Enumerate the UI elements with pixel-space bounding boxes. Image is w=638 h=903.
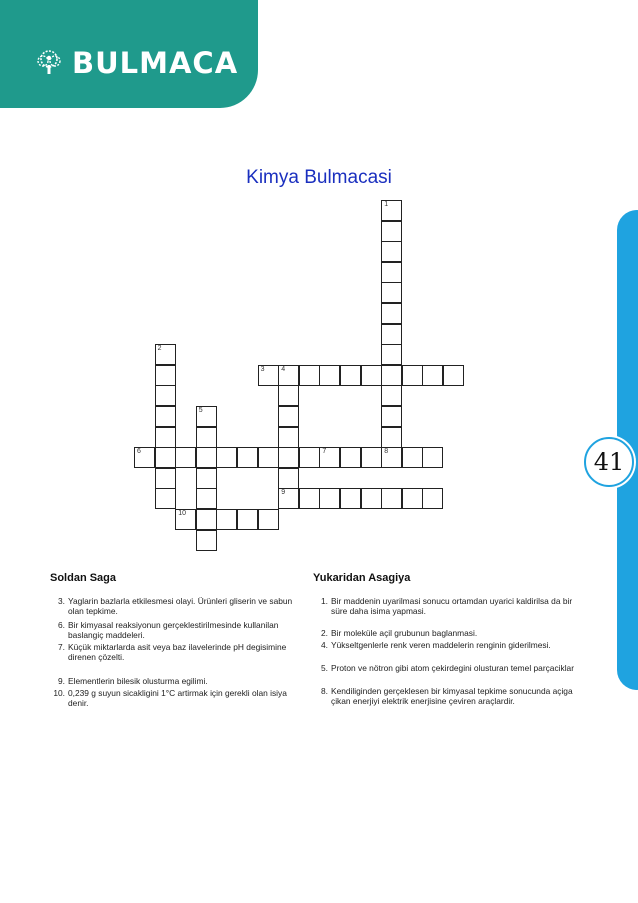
crossword-cell[interactable] (196, 468, 217, 489)
clue-number: 2. (321, 628, 328, 638)
crossword-cell[interactable] (196, 530, 217, 551)
crossword-cell[interactable] (381, 221, 402, 242)
crossword-cell[interactable] (155, 488, 176, 509)
crossword-cell[interactable] (381, 344, 402, 365)
crossword-cell[interactable] (381, 385, 402, 406)
page-number-badge (584, 437, 634, 487)
clue-number-label: 6 (137, 448, 141, 456)
crossword-cell[interactable] (381, 427, 402, 448)
clue-number: 8. (321, 686, 328, 696)
clue-number-label: 7 (322, 448, 327, 456)
crossword-cell[interactable] (299, 365, 320, 386)
clue-number: 6. (58, 620, 65, 630)
crossword-cell[interactable] (381, 488, 402, 509)
crossword-cell[interactable] (381, 303, 402, 324)
crossword-cell[interactable] (155, 406, 176, 427)
clue-number-label: 2 (157, 345, 162, 353)
crossword-cell[interactable] (175, 447, 196, 468)
clue-number-label: 10 (178, 510, 186, 517)
crossword-cell[interactable] (422, 447, 443, 468)
clue-text: Proton ve nötron gibi atom çekirdegini olusturan temel parçaciklar (331, 663, 574, 673)
crossword-cell[interactable] (422, 488, 443, 509)
crossword-cell[interactable] (381, 324, 402, 345)
crossword-cell[interactable] (402, 488, 423, 509)
crossword-cell[interactable] (340, 365, 361, 386)
clue-number-label: 3 (260, 365, 265, 373)
crossword-cell[interactable] (155, 427, 176, 448)
crossword-cell[interactable] (278, 406, 299, 427)
clue-text: 0,239 g suyun sicakligini 1°C artirmak için gerekli olan isiya denir. (68, 688, 287, 709)
crossword-cell[interactable] (299, 447, 320, 468)
clue-number: 3. (58, 596, 65, 606)
across-clues (50, 572, 300, 709)
clue-text: Elementlerin bilesik olusturma egilimi. (68, 676, 208, 686)
crossword-cell[interactable] (155, 365, 176, 386)
clue-number-label: 1 (384, 201, 389, 208)
crossword-cell[interactable] (155, 344, 176, 365)
clue-text: Bir kimyasal reaksiyonun gerçeklestirilmesinde kullanilan baslangiç maddeleri. (68, 620, 279, 641)
crossword-cell[interactable] (196, 488, 217, 509)
crossword-cell[interactable] (361, 488, 382, 509)
crossword-cell[interactable] (278, 488, 299, 509)
crossword-cell[interactable] (381, 200, 402, 221)
crossword-cell[interactable] (134, 447, 155, 468)
crossword-cell[interactable] (402, 365, 423, 386)
crossword-cell[interactable] (196, 509, 217, 530)
crossword-cell[interactable] (361, 365, 382, 386)
clue-text: Bir moleküle açil grubunun baglanmasi. (331, 628, 478, 638)
crossword-cell[interactable] (340, 488, 361, 509)
crossword-cell[interactable] (278, 385, 299, 406)
crossword-cell[interactable] (155, 385, 176, 406)
across-heading: Soldan Saga (50, 572, 117, 584)
clue-number: 5. (321, 663, 328, 673)
crossword-cell[interactable] (319, 365, 340, 386)
crossword-cell[interactable] (381, 447, 402, 468)
clue-text: Yaglarin bazlarla etkilesmesi olayi. Ürünleri gliserin ve sabun olan tepkime. (68, 596, 293, 617)
crossword-cell[interactable] (422, 365, 443, 386)
crossword-cell[interactable] (443, 365, 464, 386)
crossword-cell[interactable] (196, 447, 217, 468)
crossword-cell[interactable] (258, 509, 279, 530)
header-banner (0, 0, 258, 108)
crossword-cell[interactable] (237, 509, 258, 530)
crossword-cell[interactable] (381, 406, 402, 427)
crossword-cell[interactable] (381, 241, 402, 262)
crossword-cell[interactable] (340, 447, 361, 468)
clue-number-label: 5 (198, 407, 203, 414)
clue-number: 1. (321, 596, 328, 606)
clue-text: Bir maddenin uyarilmasi sonucu ortamdan uyarici kaldirilsa da bir süre daha isima yapmasi. (331, 596, 573, 617)
clue-number-label: 8 (384, 448, 389, 456)
clue-number: 10. (53, 688, 65, 698)
crossword-cell[interactable] (258, 365, 279, 386)
crossword-cell[interactable] (319, 447, 340, 468)
puzzle-title: Kimya Bulmacasi (246, 167, 392, 188)
crossword-cell[interactable] (361, 447, 382, 468)
crossword-cell[interactable] (278, 365, 299, 386)
crossword-cell[interactable] (175, 509, 196, 530)
section-title: BULMACA (72, 46, 239, 80)
crossword-cell[interactable] (381, 262, 402, 283)
clue-number: 7. (58, 642, 65, 652)
crossword-cell[interactable] (258, 447, 279, 468)
clue-number-label: 9 (281, 489, 286, 497)
clue-text: Yükseltgenlerle renk veren maddelerin renginin giderilmesi. (331, 640, 551, 650)
clue-text: Kendiliginden gerçeklesen bir kimyasal tepkime sonucunda açiga çikan enerjiyi elektrik enerjisine çeviren araçlardir. (331, 686, 573, 707)
clue-number: 4. (321, 640, 328, 650)
clue-number: 9. (58, 676, 65, 686)
tree-logo-icon (34, 50, 64, 76)
crossword-cell[interactable] (402, 447, 423, 468)
down-heading: Yukaridan Asagiya (313, 572, 411, 584)
crossword-cell[interactable] (381, 282, 402, 303)
clue-number-label: 4 (281, 365, 286, 373)
crossword-cell[interactable] (278, 447, 299, 468)
crossword-cell[interactable] (381, 365, 402, 386)
crossword-cell[interactable] (196, 406, 217, 427)
crossword-cell[interactable] (299, 488, 320, 509)
crossword-cell[interactable] (155, 447, 176, 468)
down-clues (313, 572, 575, 707)
crossword-cell[interactable] (216, 509, 237, 530)
crossword-cell[interactable] (216, 447, 237, 468)
crossword-cell[interactable] (237, 447, 258, 468)
crossword-cell[interactable] (155, 468, 176, 489)
crossword-cell[interactable] (278, 468, 299, 489)
page-number: 41 (593, 448, 625, 476)
crossword-cell[interactable] (196, 427, 217, 448)
clue-text: Küçük miktarlarda asit veya baz ilavelerinde pH degisimine direnen çözelti. (68, 642, 287, 663)
crossword-cell[interactable] (278, 427, 299, 448)
crossword-cell[interactable] (319, 488, 340, 509)
